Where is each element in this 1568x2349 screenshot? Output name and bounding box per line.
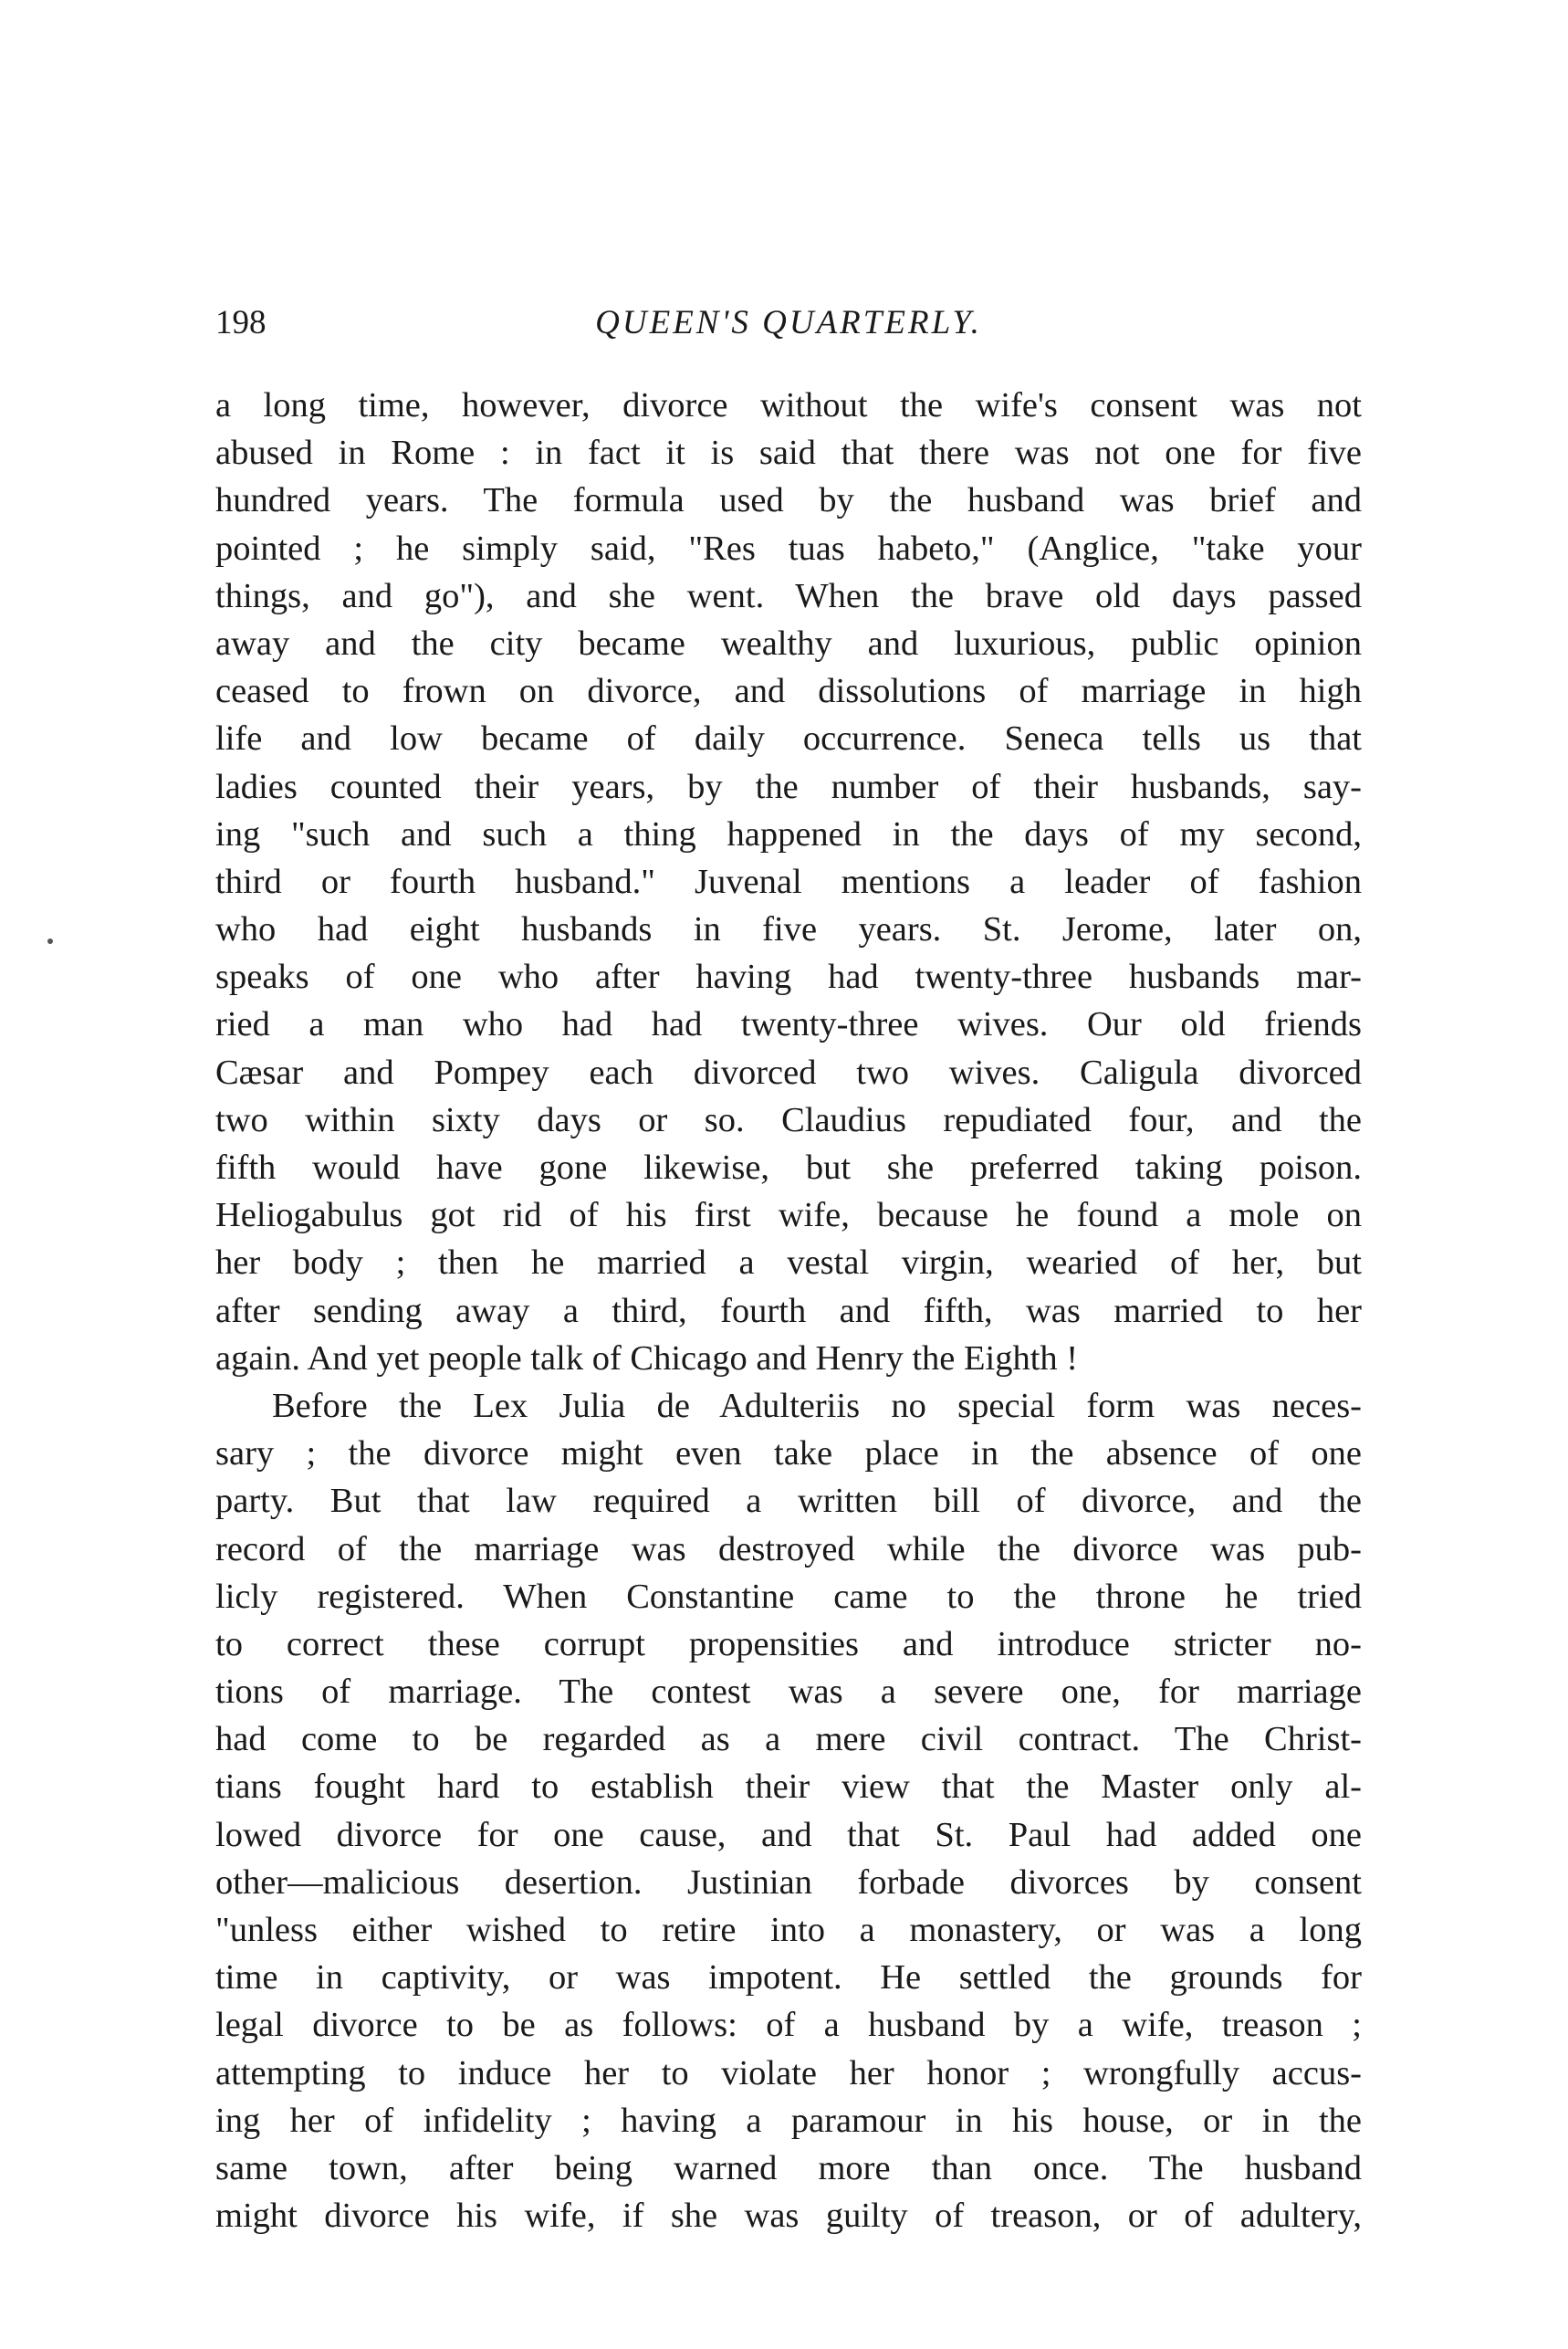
text-line: to correct these corrupt propensities and introduce stricter no- [215,1624,1362,1663]
text-line: same town, after being warned more than once. The husband [215,2148,1362,2187]
text-line: things, and go"), and she went. When the brave old days passed [215,576,1362,615]
text-line: again. And yet people talk of Chicago and Henry the Eighth ! [215,1338,1079,1378]
text-line: after sending away a third, fourth and fifth, was married to her [215,1291,1362,1330]
text-line: Cæsar and Pompey each divorced two wives. Caligula divorced [215,1053,1362,1092]
text-line: pointed ; he simply said, "Res tuas habeto," (Anglice, "take your [215,529,1362,568]
text-line: hundred years. The formula used by the husband was brief and [215,481,1362,520]
text-line: attempting to induce her to violate her honor ; wrongfully accus- [215,2053,1362,2092]
text-line: ladies counted their years, by the number of their husbands, say- [215,767,1362,806]
text-line: who had eight husbands in five years. St. Jerome, later on, [215,910,1362,949]
text-line: ing "such and such a thing happened in the days of my second, [215,814,1362,854]
text-line: party. But that law required a written bill of divorce, and the [215,1482,1362,1521]
text-line: two within sixty days or so. Claudius repudiated four, and the [215,1100,1362,1139]
text-line: abused in Rome : in fact it is said that there was not one for five [215,434,1362,473]
page-header [215,298,1362,352]
text-line: might divorce his wife, if she was guilty of treason, or of adultery, [215,2197,1362,2236]
text-line: speaks of one who after having had twenty-three husbands mar- [215,958,1362,997]
text-line: tions of marriage. The contest was a severe one, for marriage [215,1673,1362,1712]
page-number: 198 [215,304,267,341]
text-line: ing her of infidelity ; having a paramour in his house, or in the [215,2101,1362,2140]
text-line: had come to be regarded as a mere civil contract. The Christ- [215,1720,1362,1759]
text-line: ceased to frown on divorce, and dissolutions of marriage in high [215,672,1362,711]
text-line: fifth would have gone likewise, but she preferred taking poison. [215,1148,1362,1187]
text-line: "unless either wished to retire into a monastery, or was a long [215,1911,1362,1949]
text-line: Heliogabulus got rid of his first wife, because he found a mole on [215,1196,1362,1235]
text-line: ried a man who had had twenty-three wives. Our old friends [215,1005,1362,1044]
text-line: tians fought hard to establish their view that the Master only al- [215,1767,1362,1807]
text-line: third or fourth husband." Juvenal mentions a leader of fashion [215,862,1362,901]
text-line: a long time, however, divorce without the wife's consent was not [215,386,1362,425]
text-line: sary ; the divorce might even take place in the absence of one [215,1434,1362,1473]
body-text [215,382,1362,2239]
text-line: life and low became of daily occurrence. Seneca tells us that [215,719,1362,759]
text-line: Before the Lex Julia de Adulteriis no special form was neces- [272,1386,1362,1425]
text-line: time in captivity, or was impotent. He settled the grounds for [215,1958,1362,1998]
text-line: record of the marriage was destroyed while the divorce was pub- [215,1529,1362,1568]
text-line: lowed divorce for one cause, and that St. Paul had added one [215,1815,1362,1854]
text-line: away and the city became wealthy and luxurious, public opinion [215,624,1362,663]
text-line: her body ; then he married a vestal virgin, wearied of her, but [215,1243,1362,1283]
text-line: licly registered. When Constantine came to the throne he tried [215,1577,1362,1616]
text-line: legal divorce to be as follows: of a husband by a wife, treason ; [215,2006,1362,2045]
text-line: other—malicious desertion. Justinian forbade divorces by consent [215,1862,1362,1902]
margin-speck [47,939,53,944]
running-head: QUEEN'S QUARTERLY. [595,304,982,341]
